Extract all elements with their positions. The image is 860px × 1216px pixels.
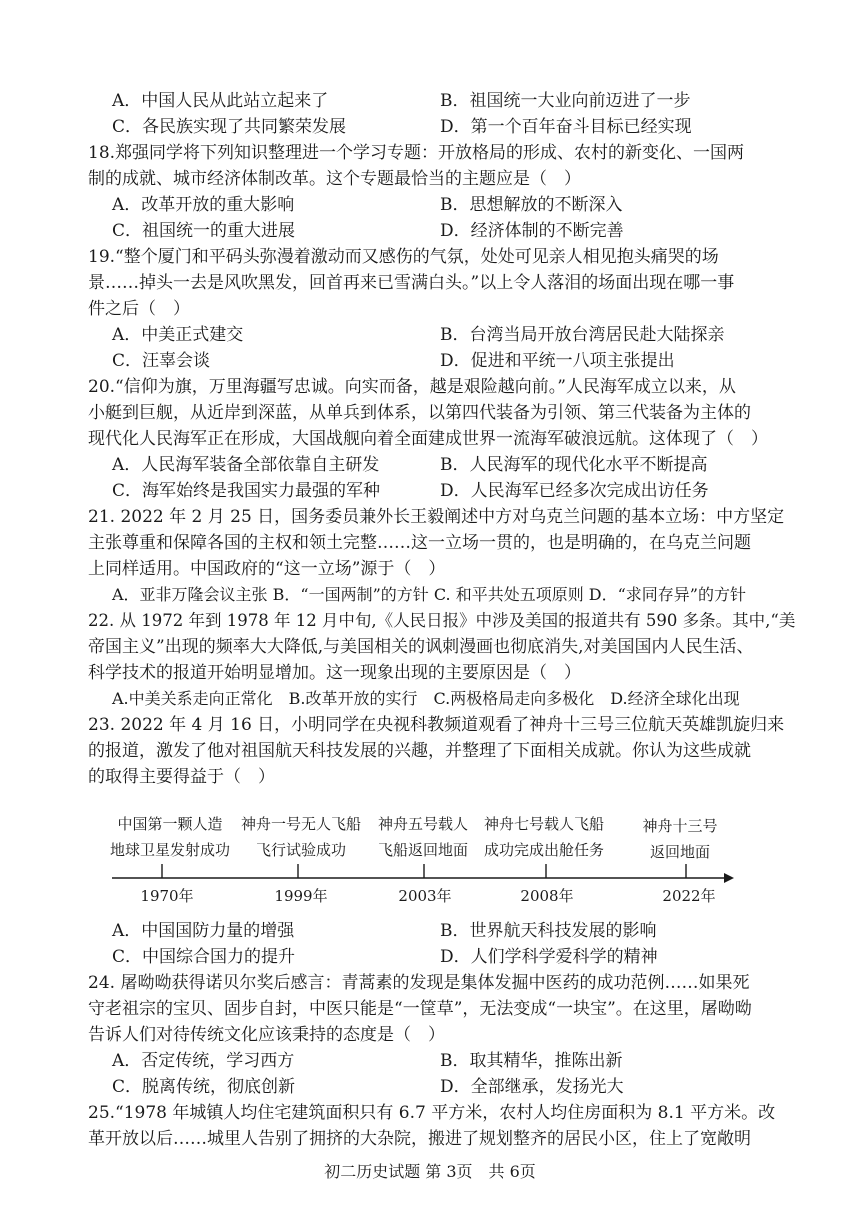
timeline-event-label: 中国第一颗人造 bbox=[117, 815, 223, 833]
q19-option-a: A．中美正式建交 bbox=[112, 325, 244, 345]
timeline-event-label: 返回地面 bbox=[649, 843, 710, 861]
q22-stem-line: 科学技术的报道开始明显增加。这一现象出现的主要原因是（ ） bbox=[88, 663, 581, 683]
q19-option-b: B．台湾当局开放台湾居民赴大陆探亲 bbox=[440, 325, 725, 345]
q19-stem-line: 景……掉头一去是风吹黑发，回首再来已雪满白头。”以上令人落泪的场面出现在哪一事 bbox=[88, 273, 735, 293]
q20-option-d: D．人民海军已经多次完成出访任务 bbox=[440, 481, 709, 501]
q22-stem-line: 22. 从 1972 年到 1978 年 12 月中旬,《人民日报》中涉及美国的报道共有 590 多条。其中,“美 bbox=[88, 611, 796, 630]
q20-stem-line: 20.“信仰为旗，万里海疆写忠诚。向实而备，越是艰险越向前。”人民海军成立以来，从 bbox=[88, 377, 736, 397]
q25-stem-line: 25.“1978 年城镇人均住宅建筑面积只有 6.7 平方米，农村人均住房面积为 8.1 平方米。改 bbox=[88, 1103, 776, 1123]
q23-stem-line: 的报道，激发了他对祖国航天科技发展的兴趣，并整理了下面相关成就。你认为这些成就 bbox=[88, 741, 751, 761]
q23-option-a: A．中国国防力量的增强 bbox=[112, 921, 295, 941]
timeline-event-label: 飞船返回地面 bbox=[377, 841, 468, 859]
q24-stem-line: 告诉人们对待传统文化应该秉持的态度是（ ） bbox=[88, 1025, 445, 1045]
timeline-event-label: 飞行试验成功 bbox=[255, 841, 346, 859]
q23-option-b: B．世界航天科技发展的影响 bbox=[440, 921, 657, 941]
q17-option-d: D．第一个百年奋斗目标已经实现 bbox=[440, 117, 692, 137]
timeline-event-label: 神舟十三号 bbox=[642, 817, 718, 835]
q24-option-c: C．脱离传统，彻底创新 bbox=[112, 1077, 296, 1097]
q20-option-c: C．海军始终是我国实力最强的军种 bbox=[112, 481, 381, 501]
q24-option-b: B．取其精华，推陈出新 bbox=[440, 1051, 623, 1071]
timeline-event-label: 神舟一号无人飞船 bbox=[240, 815, 361, 833]
q21-stem-line: 上同样适用。中国政府的“这一立场”源于（ ） bbox=[88, 559, 446, 579]
q18-stem-line: 制的成就、城市经济体制改革。这个专题最恰当的主题应是（ ） bbox=[88, 169, 581, 189]
q20-option-b: B．人民海军的现代化水平不断提高 bbox=[440, 455, 708, 475]
q24-option-d: D．全部继承，发扬光大 bbox=[440, 1077, 624, 1097]
q21-stem-line: 主张尊重和保障各国的主权和领土完整……这一立场一贯的，也是明确的，在乌克兰问题 bbox=[88, 533, 751, 553]
q19-option-d: D．促进和平统一八项主张提出 bbox=[440, 351, 675, 371]
q21-options: A．亚非万隆会议主张 B．“一国两制”的方针 C. 和平共处五项原则 D．“求同存异”的方针 bbox=[112, 585, 746, 604]
timeline-year: 2003年 bbox=[398, 887, 452, 905]
q20-stem-line: 小艇到巨舰，从近岸到深蓝，从单兵到体系，以第四代装备为引领、第三代装备为主体的 bbox=[88, 403, 751, 423]
q21-stem-line: 21. 2022 年 2 月 25 日，国务委员兼外长王毅阐述中方对乌克兰问题的基本立场：中方坚定 bbox=[88, 507, 785, 527]
q20-stem-line: 现代化人民海军正在形成，大国战舰向着全面建成世界一流海军破浪远航。这体现了（ ） bbox=[88, 429, 768, 449]
q20-option-a: A．人民海军装备全部依靠自主研发 bbox=[112, 455, 380, 475]
timeline-year: 2022年 bbox=[662, 887, 716, 905]
timeline-year: 1970年 bbox=[140, 887, 194, 905]
q24-stem-line: 守老祖宗的宝贝、固步自封，中医只能是“一筐草”，无法变成“一块宝”。在这里，屠呦呦 bbox=[88, 999, 752, 1019]
q23-stem-line: 23. 2022 年 4 月 16 日，小明同学在央视科教频道观看了神舟十三号三位航天英雄凯旋归来 bbox=[88, 715, 785, 735]
q18-option-c: C．祖国统一的重大进展 bbox=[112, 221, 296, 241]
q24-option-a: A．否定传统，学习西方 bbox=[112, 1051, 295, 1071]
q19-stem-line: 件之后（ ） bbox=[88, 299, 190, 319]
timeline-arrow-icon bbox=[724, 873, 734, 883]
q18-option-b: B．思想解放的不断深入 bbox=[440, 195, 623, 215]
q17-option-a: A．中国人民从此站立起来了 bbox=[112, 91, 329, 111]
q23-option-c: C．中国综合国力的提升 bbox=[112, 947, 296, 967]
q23-stem-line: 的取得主要得益于（ ） bbox=[88, 767, 275, 787]
q18-stem-line: 18.郑强同学将下列知识整理进一个学习专题：开放格局的形成、农村的新变化、一国两 bbox=[88, 143, 745, 163]
q24-stem-line: 24. 屠呦呦获得诺贝尔奖后感言：青蒿素的发现是集体发掘中医药的成功范例……如果死 bbox=[88, 973, 750, 993]
page-footer: 初二历史试题 第 3页 共 6页 bbox=[324, 1162, 536, 1181]
timeline-event-label: 地球卫星发射成功 bbox=[109, 841, 230, 859]
timeline-event-label: 成功完成出舱任务 bbox=[483, 841, 604, 859]
q22-options: A.中美关系走向正常化 B.改革开放的实行 C.两极格局走向多极化 D.经济全球化出现 bbox=[112, 689, 740, 708]
q22-stem-line: 帝国主义”出现的频率大大降低,与美国相关的讽刺漫画也彻底消失,对美国国内人民生活、 bbox=[88, 637, 754, 657]
timeline-year: 1999年 bbox=[274, 887, 328, 905]
timeline-event-label: 神舟七号载人飞船 bbox=[483, 815, 604, 833]
q19-option-c: C．汪辜会谈 bbox=[112, 351, 211, 371]
q17-option-b: B．祖国统一大业向前迈进了一步 bbox=[440, 91, 691, 111]
timeline-year: 2008年 bbox=[520, 887, 574, 905]
q19-stem-line: 19.“整个厦门和平码头弥漫着激动而又感伤的气氛，处处可见亲人相见抱头痛哭的场 bbox=[88, 247, 719, 267]
q25-stem-line: 革开放以后……城里人告别了拥挤的大杂院，搬进了规划整齐的居民小区，住上了宽敞明 bbox=[88, 1129, 751, 1149]
q17-option-c: C．各民族实现了共同繁荣发展 bbox=[112, 117, 347, 137]
q18-option-a: A．改革开放的重大影响 bbox=[112, 195, 295, 215]
q18-option-d: D．经济体制的不断完善 bbox=[440, 221, 624, 241]
q23-option-d: D．人们学科学爱科学的精神 bbox=[440, 947, 658, 967]
timeline-event-label: 神舟五号载人 bbox=[377, 815, 468, 833]
